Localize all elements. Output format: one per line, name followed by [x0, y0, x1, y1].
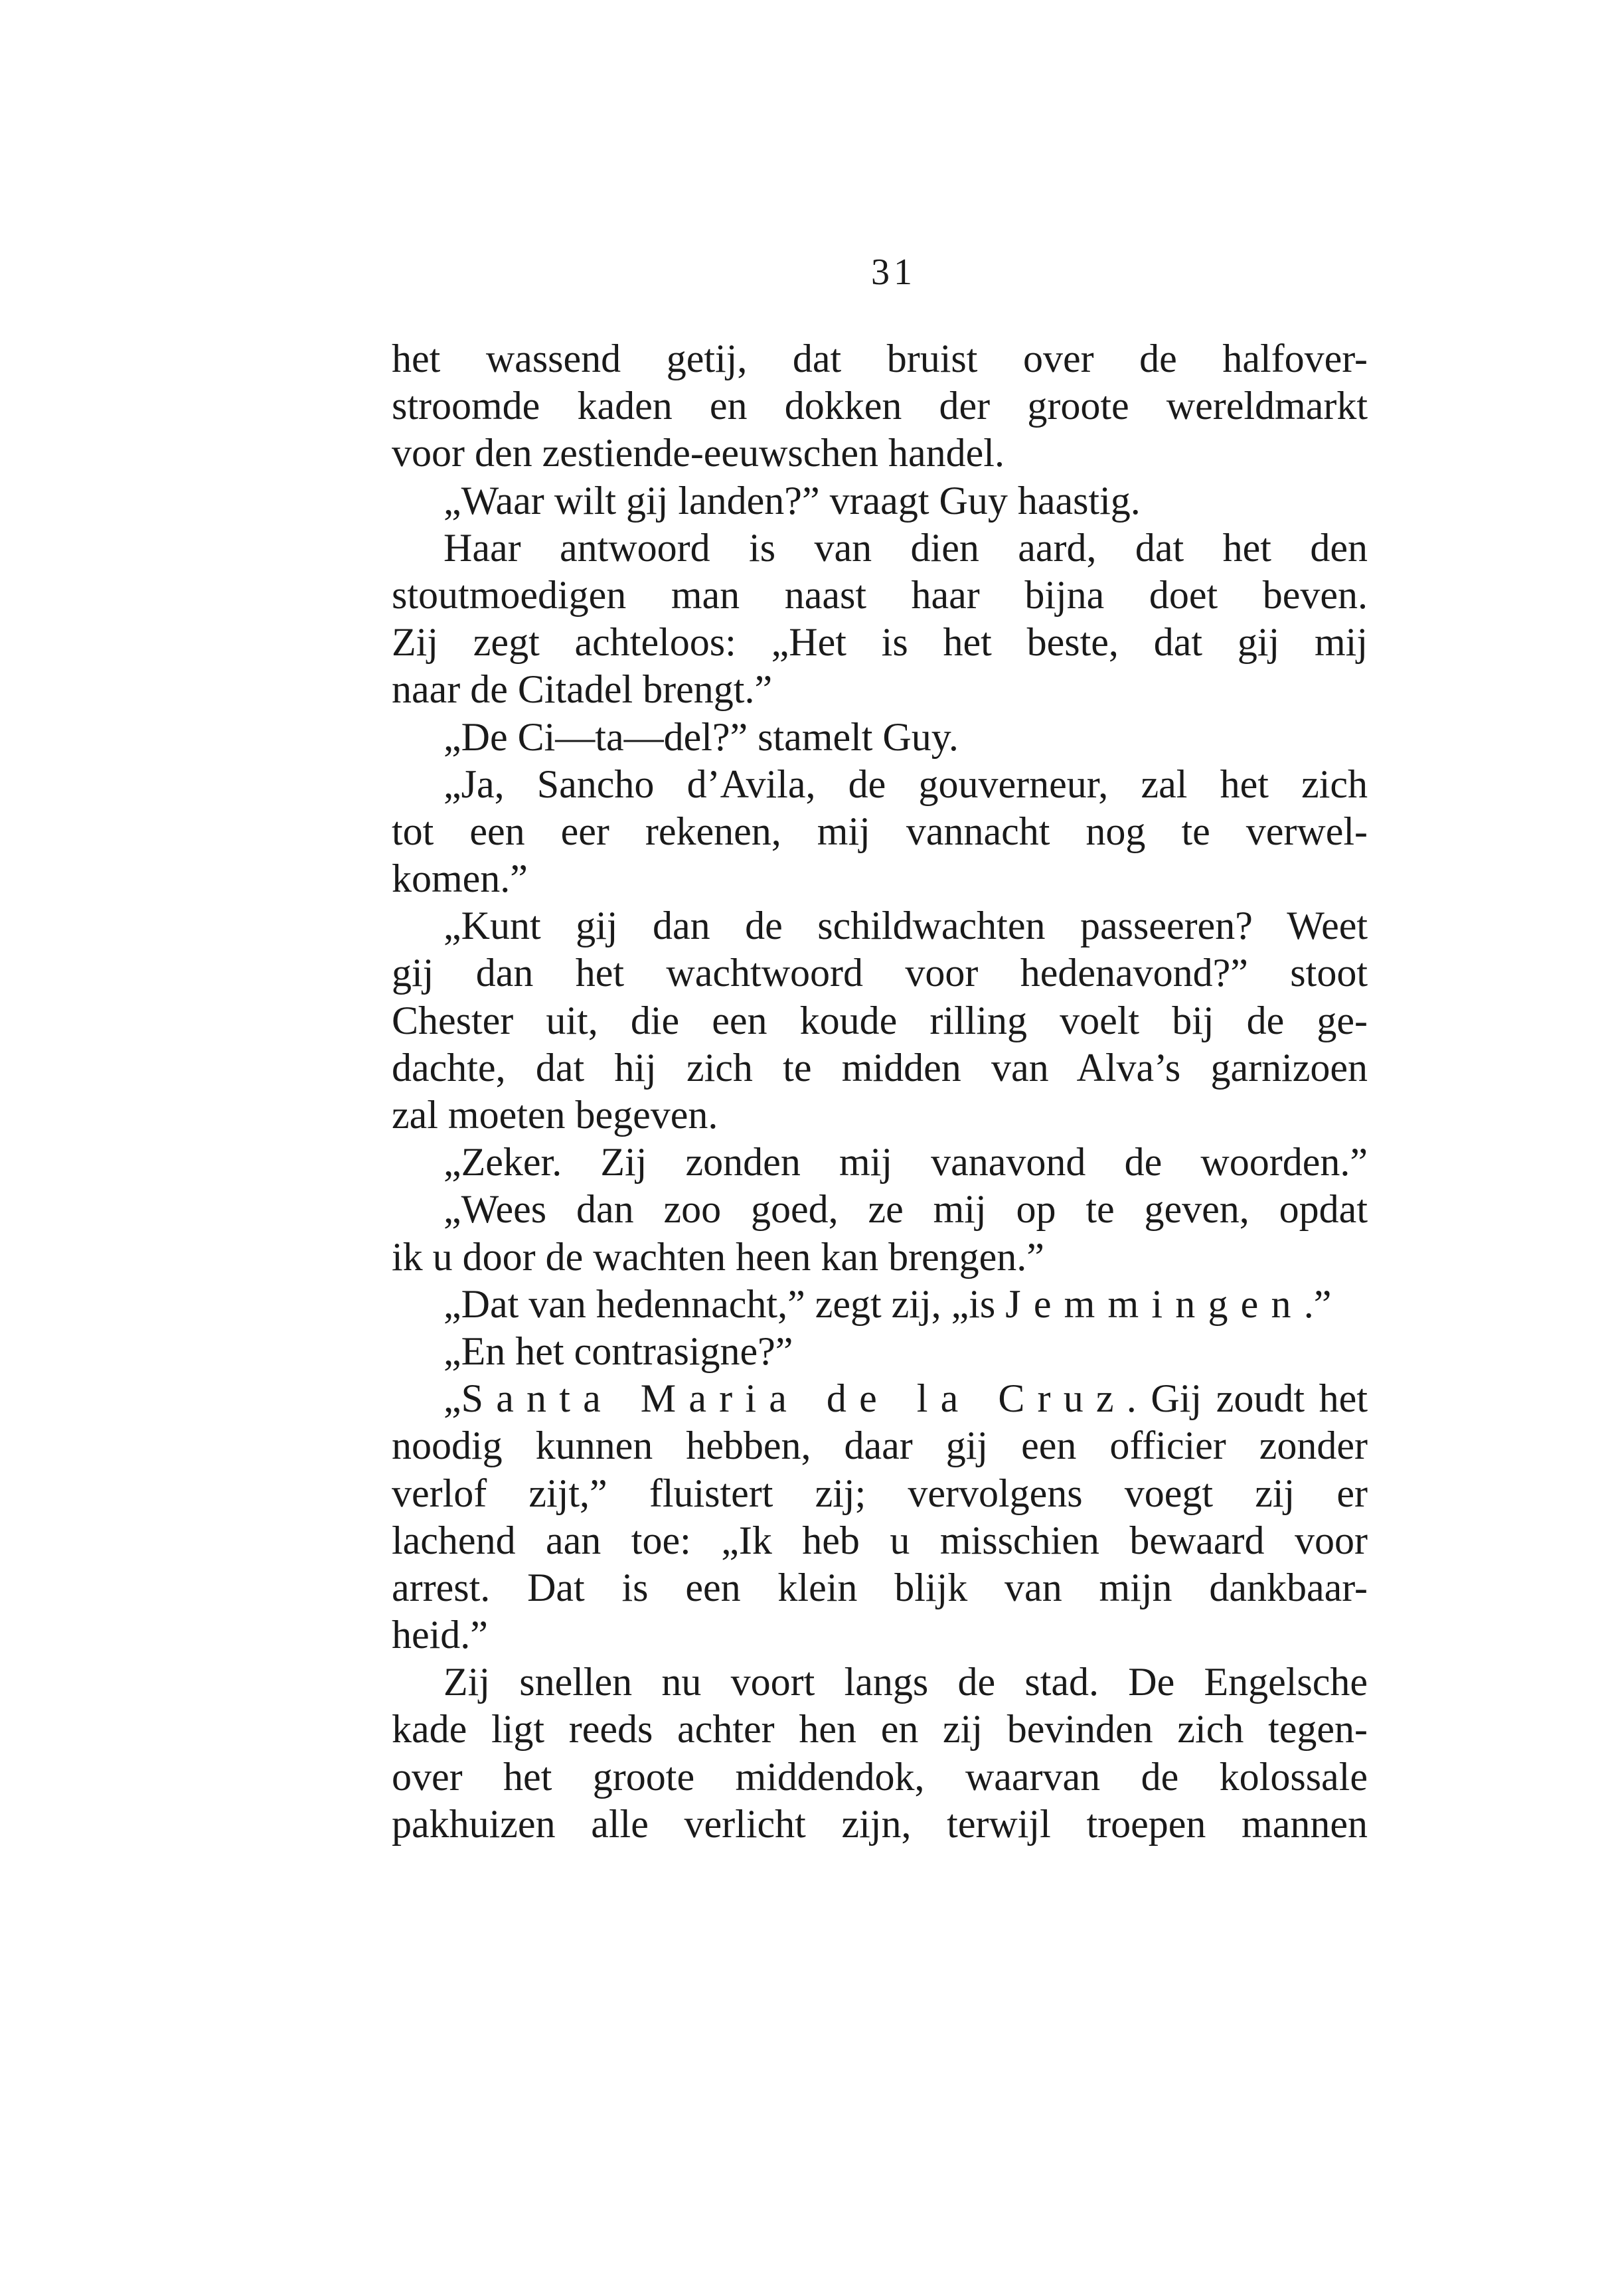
text-line-contrasigne: „En het contrasigne?” [443, 1329, 793, 1373]
password-word: Jemmingen [1005, 1281, 1304, 1326]
text-line: het wassend getij, dat bruist over de halfover- [392, 337, 1368, 380]
countersign-word: Santa Maria de la Cruz [461, 1376, 1127, 1421]
text-line: tot een eer rekenen, mij vannacht nog te verwel- [392, 809, 1368, 853]
text-line: dachte, dat hij zich te midden van Alva’s garnizoen [392, 1045, 1368, 1090]
text-line: Zij zegt achteloos: „Het is het beste, dat gij mij [392, 620, 1368, 665]
text-line-dialog-santa-maria [392, 1375, 1368, 1422]
text-line: „Ja, Sancho d’Avila, de gouverneur, zal het zich [443, 762, 1368, 806]
text-line: gij dan het wachtwoord voor hedenavond?” stoot [392, 951, 1368, 995]
text-line: „Wees dan zoo goed, ze mij op te geven, opdat [443, 1187, 1368, 1232]
text-lines-bottom [392, 1422, 1368, 1848]
text-line: verlof zijt,” fluistert zij; vervolgens voegt zij er [392, 1471, 1368, 1515]
text-line: stoutmoedigen man naast haar bijna doet beven. [392, 572, 1368, 617]
text-line: voor den zestiende-eeuwschen handel. [392, 431, 1005, 475]
text-line: over het groote middendok, waarvan de kolossale [392, 1754, 1368, 1799]
text-line: noodig kunnen hebben, daar gij een officier zonder [392, 1424, 1368, 1468]
text-line: Haar antwoord is van dien aard, dat het den [443, 525, 1368, 570]
dialog-c-before: „ [443, 1376, 461, 1421]
text-line: arrest. Dat is een klein blijk van mijn dankbaar- [392, 1565, 1368, 1609]
text-line: „Waar wilt gij landen?” vraagt Guy haastig. [443, 478, 1141, 523]
text-line: Chester uit, die een koude rilling voelt bij de ge- [392, 998, 1368, 1042]
text-line: lachend aan toe: „Ik heb u misschien bewaard voor [392, 1518, 1368, 1562]
text-line: stroomde kaden en dokken der groote wereldmarkt [392, 384, 1368, 428]
text-line: „Kunt gij dan de schildwachten passeeren? Weet [443, 904, 1368, 948]
dialog-c-after: . Gij zoudt het [1126, 1376, 1368, 1421]
dialog-a-after: .” [1303, 1281, 1332, 1326]
page-number: 31 [871, 252, 916, 293]
text-line: naar de Citadel brengt.” [392, 667, 773, 712]
dialog-a-before: „Dat van hedennacht,” zegt zij, „is [443, 1281, 1006, 1326]
text-line: pakhuizen alle verlicht zijn, terwijl troepen mannen [392, 1801, 1368, 1846]
text-line: „De Ci—ta—del?” stamelt Guy. [443, 714, 959, 759]
text-line: zal moeten begeven. [392, 1093, 718, 1137]
text-line: ik u door de wachten heen kan brengen.” [392, 1234, 1044, 1279]
text-line: komen.” [392, 857, 528, 901]
text-line: heid.” [392, 1613, 488, 1657]
text-line: Zij snellen nu voort langs de stad. De Engelsche [443, 1660, 1368, 1704]
text-line-dialog-jemmingen [392, 1281, 1368, 1328]
body-text [392, 335, 1368, 1848]
text-lines-top [392, 335, 1368, 1281]
text-line: kade ligt reeds achter hen en zij bevinden zich tegen- [392, 1707, 1368, 1752]
text-line: „Zeker. Zij zonden mij vanavond de woorden.” [443, 1140, 1368, 1185]
